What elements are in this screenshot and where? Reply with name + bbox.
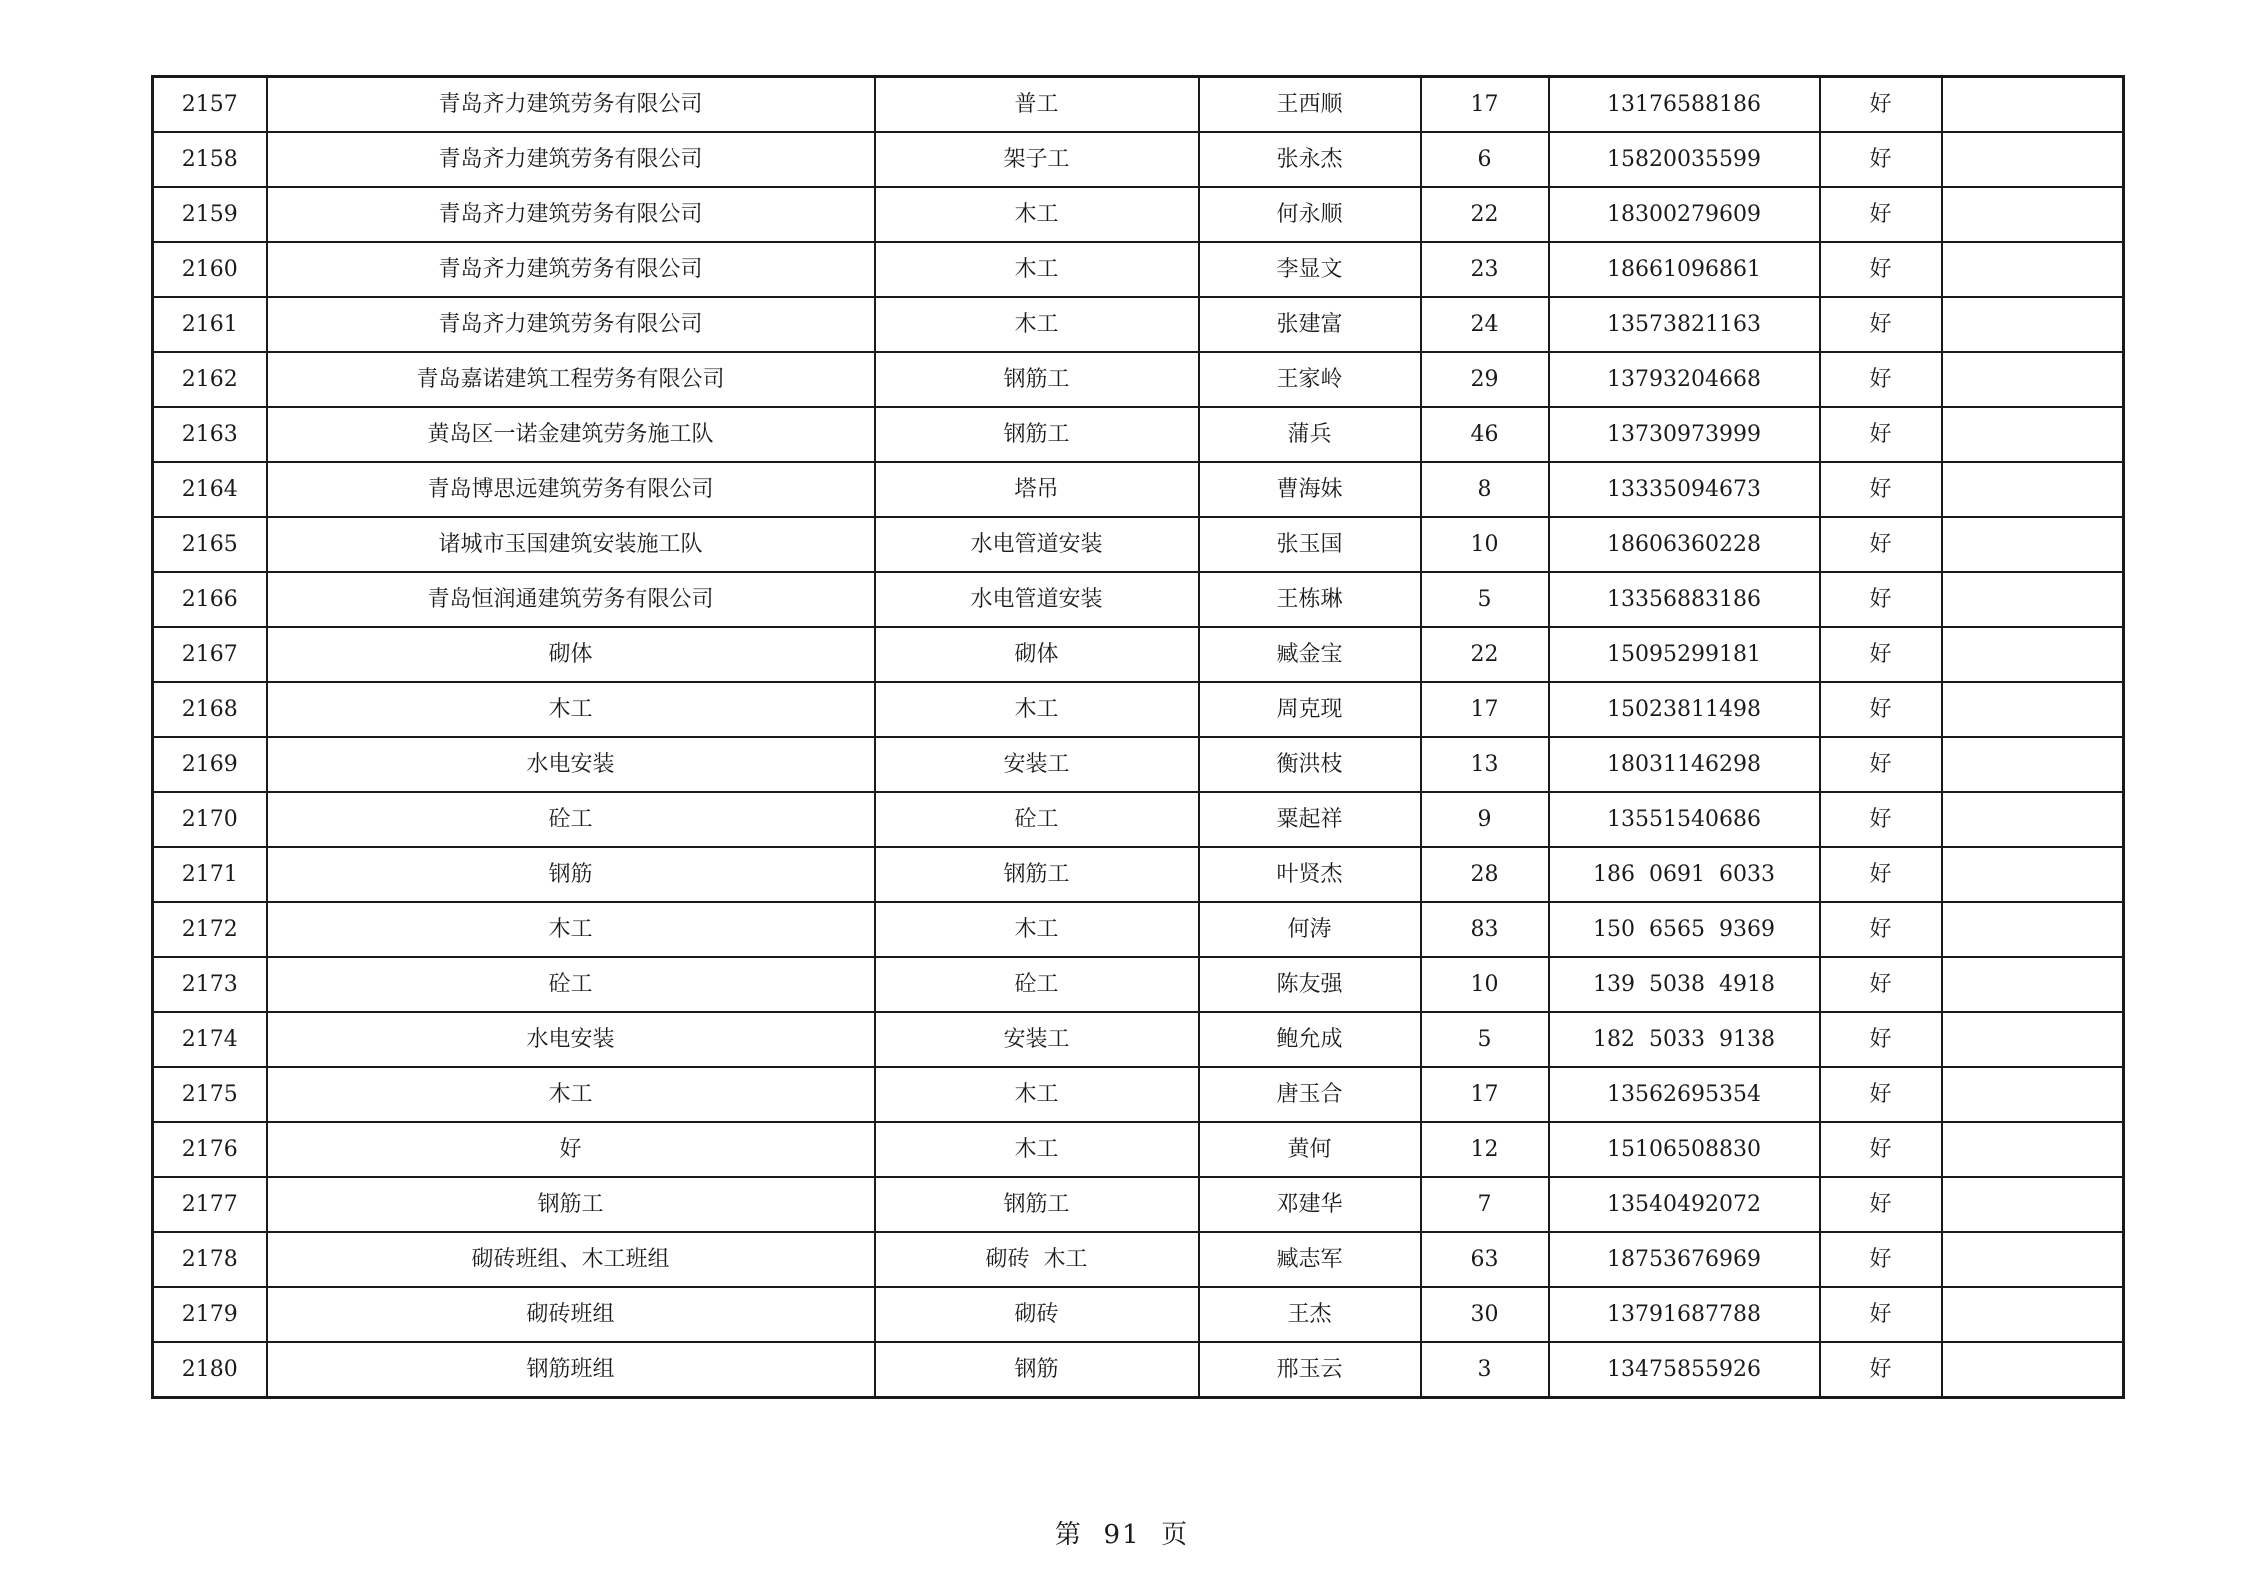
company-cell: 钢筋工 — [267, 1177, 875, 1232]
company-cell: 砌砖班组、木工班组 — [267, 1232, 875, 1287]
row-number-cell: 2171 — [153, 847, 267, 902]
evaluation-cell: 好 — [1820, 517, 1942, 572]
worker-count-cell: 23 — [1421, 242, 1549, 297]
worker-count-cell: 22 — [1421, 627, 1549, 682]
team-leader-cell: 王西顺 — [1199, 77, 1421, 133]
remarks-cell — [1942, 77, 2124, 133]
team-leader-cell: 陈友强 — [1199, 957, 1421, 1012]
phone-cell: 13562695354 — [1549, 1067, 1820, 1122]
company-cell: 砼工 — [267, 957, 875, 1012]
remarks-cell — [1942, 407, 2124, 462]
company-cell: 木工 — [267, 902, 875, 957]
table-row — [153, 1177, 2124, 1232]
evaluation-cell: 好 — [1820, 572, 1942, 627]
table-row — [153, 957, 2124, 1012]
remarks-cell — [1942, 682, 2124, 737]
remarks-cell — [1942, 187, 2124, 242]
trade-cell: 钢筋工 — [875, 1177, 1199, 1232]
trade-cell: 砌砖 木工 — [875, 1232, 1199, 1287]
phone-cell: 182 5033 9138 — [1549, 1012, 1820, 1067]
row-number-cell: 2170 — [153, 792, 267, 847]
row-number-cell: 2157 — [153, 77, 267, 133]
remarks-cell — [1942, 462, 2124, 517]
remarks-cell — [1942, 1177, 2124, 1232]
team-leader-cell: 黄何 — [1199, 1122, 1421, 1177]
remarks-cell — [1942, 1232, 2124, 1287]
worker-count-cell: 7 — [1421, 1177, 1549, 1232]
phone-cell: 13356883186 — [1549, 572, 1820, 627]
company-cell: 黄岛区一诺金建筑劳务施工队 — [267, 407, 875, 462]
table-row — [153, 242, 2124, 297]
remarks-cell — [1942, 132, 2124, 187]
phone-cell: 13475855926 — [1549, 1342, 1820, 1398]
remarks-cell — [1942, 1287, 2124, 1342]
evaluation-cell: 好 — [1820, 297, 1942, 352]
remarks-cell — [1942, 1342, 2124, 1398]
row-number-cell: 2162 — [153, 352, 267, 407]
evaluation-cell: 好 — [1820, 132, 1942, 187]
worker-count-cell: 46 — [1421, 407, 1549, 462]
remarks-cell — [1942, 1012, 2124, 1067]
worker-count-cell: 24 — [1421, 297, 1549, 352]
worker-count-cell: 63 — [1421, 1232, 1549, 1287]
phone-cell: 18661096861 — [1549, 242, 1820, 297]
phone-cell: 15095299181 — [1549, 627, 1820, 682]
worker-count-cell: 10 — [1421, 957, 1549, 1012]
team-leader-cell: 叶贤杰 — [1199, 847, 1421, 902]
row-number-cell: 2168 — [153, 682, 267, 737]
table-row — [153, 737, 2124, 792]
team-leader-cell: 邢玉云 — [1199, 1342, 1421, 1398]
row-number-cell: 2175 — [153, 1067, 267, 1122]
evaluation-cell: 好 — [1820, 957, 1942, 1012]
trade-cell: 木工 — [875, 902, 1199, 957]
team-leader-cell: 王杰 — [1199, 1287, 1421, 1342]
phone-cell: 150 6565 9369 — [1549, 902, 1820, 957]
company-cell: 水电安装 — [267, 1012, 875, 1067]
remarks-cell — [1942, 242, 2124, 297]
evaluation-cell: 好 — [1820, 902, 1942, 957]
phone-cell: 15023811498 — [1549, 682, 1820, 737]
evaluation-cell: 好 — [1820, 1177, 1942, 1232]
row-number-cell: 2165 — [153, 517, 267, 572]
table-row — [153, 297, 2124, 352]
phone-cell: 13551540686 — [1549, 792, 1820, 847]
team-leader-cell: 王家岭 — [1199, 352, 1421, 407]
phone-cell: 13176588186 — [1549, 77, 1820, 133]
team-leader-cell: 臧志军 — [1199, 1232, 1421, 1287]
worker-count-cell: 8 — [1421, 462, 1549, 517]
evaluation-cell: 好 — [1820, 77, 1942, 133]
company-cell: 钢筋班组 — [267, 1342, 875, 1398]
row-number-cell: 2163 — [153, 407, 267, 462]
phone-cell: 18606360228 — [1549, 517, 1820, 572]
row-number-cell: 2166 — [153, 572, 267, 627]
remarks-cell — [1942, 957, 2124, 1012]
phone-cell: 139 5038 4918 — [1549, 957, 1820, 1012]
remarks-cell — [1942, 902, 2124, 957]
trade-cell: 木工 — [875, 1067, 1199, 1122]
evaluation-cell: 好 — [1820, 737, 1942, 792]
evaluation-cell: 好 — [1820, 242, 1942, 297]
row-number-cell: 2178 — [153, 1232, 267, 1287]
table-row — [153, 1287, 2124, 1342]
table-row — [153, 517, 2124, 572]
table-row — [153, 682, 2124, 737]
trade-cell: 木工 — [875, 242, 1199, 297]
table-row — [153, 132, 2124, 187]
trade-cell: 砌体 — [875, 627, 1199, 682]
row-number-cell: 2167 — [153, 627, 267, 682]
phone-cell: 13793204668 — [1549, 352, 1820, 407]
remarks-cell — [1942, 627, 2124, 682]
team-leader-cell: 张玉国 — [1199, 517, 1421, 572]
worker-count-cell: 29 — [1421, 352, 1549, 407]
worker-count-cell: 12 — [1421, 1122, 1549, 1177]
company-cell: 木工 — [267, 1067, 875, 1122]
phone-cell: 186 0691 6033 — [1549, 847, 1820, 902]
evaluation-cell: 好 — [1820, 187, 1942, 242]
team-leader-cell: 邓建华 — [1199, 1177, 1421, 1232]
table-row — [153, 1012, 2124, 1067]
row-number-cell: 2159 — [153, 187, 267, 242]
row-number-cell: 2164 — [153, 462, 267, 517]
table-row — [153, 1122, 2124, 1177]
row-number-cell: 2172 — [153, 902, 267, 957]
remarks-cell — [1942, 352, 2124, 407]
company-cell: 诸城市玉国建筑安装施工队 — [267, 517, 875, 572]
table-row — [153, 187, 2124, 242]
team-leader-cell: 臧金宝 — [1199, 627, 1421, 682]
evaluation-cell: 好 — [1820, 462, 1942, 517]
worker-count-cell: 28 — [1421, 847, 1549, 902]
remarks-cell — [1942, 792, 2124, 847]
trade-cell: 砌砖 — [875, 1287, 1199, 1342]
row-number-cell: 2176 — [153, 1122, 267, 1177]
evaluation-cell: 好 — [1820, 1122, 1942, 1177]
trade-cell: 砼工 — [875, 792, 1199, 847]
evaluation-cell: 好 — [1820, 352, 1942, 407]
company-cell: 钢筋 — [267, 847, 875, 902]
trade-cell: 水电管道安装 — [875, 517, 1199, 572]
phone-cell: 13730973999 — [1549, 407, 1820, 462]
row-number-cell: 2179 — [153, 1287, 267, 1342]
trade-cell: 木工 — [875, 1122, 1199, 1177]
worker-count-cell: 3 — [1421, 1342, 1549, 1398]
worker-count-cell: 9 — [1421, 792, 1549, 847]
worker-count-cell: 6 — [1421, 132, 1549, 187]
company-cell: 青岛嘉诺建筑工程劳务有限公司 — [267, 352, 875, 407]
company-cell: 木工 — [267, 682, 875, 737]
trade-cell: 架子工 — [875, 132, 1199, 187]
team-leader-cell: 张建富 — [1199, 297, 1421, 352]
phone-cell: 13540492072 — [1549, 1177, 1820, 1232]
trade-cell: 塔吊 — [875, 462, 1199, 517]
trade-cell: 水电管道安装 — [875, 572, 1199, 627]
team-leader-cell: 何涛 — [1199, 902, 1421, 957]
team-leader-cell: 张永杰 — [1199, 132, 1421, 187]
row-number-cell: 2173 — [153, 957, 267, 1012]
team-leader-cell: 何永顺 — [1199, 187, 1421, 242]
remarks-cell — [1942, 847, 2124, 902]
table-row — [153, 847, 2124, 902]
evaluation-cell: 好 — [1820, 627, 1942, 682]
table-row — [153, 1232, 2124, 1287]
evaluation-cell: 好 — [1820, 1232, 1942, 1287]
table-row — [153, 407, 2124, 462]
row-number-cell: 2177 — [153, 1177, 267, 1232]
evaluation-cell: 好 — [1820, 1012, 1942, 1067]
roster-table — [151, 75, 2125, 1399]
trade-cell: 砼工 — [875, 957, 1199, 1012]
trade-cell: 木工 — [875, 297, 1199, 352]
trade-cell: 钢筋 — [875, 1342, 1199, 1398]
row-number-cell: 2161 — [153, 297, 267, 352]
evaluation-cell: 好 — [1820, 1287, 1942, 1342]
team-leader-cell: 鲍允成 — [1199, 1012, 1421, 1067]
team-leader-cell: 粟起祥 — [1199, 792, 1421, 847]
trade-cell: 木工 — [875, 187, 1199, 242]
team-leader-cell: 蒲兵 — [1199, 407, 1421, 462]
phone-cell: 13791687788 — [1549, 1287, 1820, 1342]
team-leader-cell: 衡洪枝 — [1199, 737, 1421, 792]
company-cell: 青岛齐力建筑劳务有限公司 — [267, 132, 875, 187]
evaluation-cell: 好 — [1820, 847, 1942, 902]
company-cell: 青岛齐力建筑劳务有限公司 — [267, 187, 875, 242]
team-leader-cell: 周克现 — [1199, 682, 1421, 737]
trade-cell: 普工 — [875, 77, 1199, 133]
remarks-cell — [1942, 297, 2124, 352]
table-row — [153, 462, 2124, 517]
evaluation-cell: 好 — [1820, 792, 1942, 847]
company-cell: 砌体 — [267, 627, 875, 682]
row-number-cell: 2180 — [153, 1342, 267, 1398]
remarks-cell — [1942, 1122, 2124, 1177]
worker-count-cell: 5 — [1421, 1012, 1549, 1067]
trade-cell: 木工 — [875, 682, 1199, 737]
company-cell: 砌砖班组 — [267, 1287, 875, 1342]
worker-count-cell: 13 — [1421, 737, 1549, 792]
worker-count-cell: 22 — [1421, 187, 1549, 242]
company-cell: 青岛齐力建筑劳务有限公司 — [267, 297, 875, 352]
phone-cell: 13573821163 — [1549, 297, 1820, 352]
roster-body — [153, 77, 2124, 1398]
trade-cell: 钢筋工 — [875, 352, 1199, 407]
table-row — [153, 792, 2124, 847]
remarks-cell — [1942, 737, 2124, 792]
table-row — [153, 902, 2124, 957]
worker-count-cell: 10 — [1421, 517, 1549, 572]
table-row — [153, 572, 2124, 627]
table-row — [153, 77, 2124, 133]
worker-count-cell: 5 — [1421, 572, 1549, 627]
worker-count-cell: 30 — [1421, 1287, 1549, 1342]
worker-count-cell: 83 — [1421, 902, 1549, 957]
row-number-cell: 2169 — [153, 737, 267, 792]
company-cell: 青岛齐力建筑劳务有限公司 — [267, 77, 875, 133]
table-row — [153, 352, 2124, 407]
table-row — [153, 627, 2124, 682]
remarks-cell — [1942, 1067, 2124, 1122]
evaluation-cell: 好 — [1820, 407, 1942, 462]
company-cell: 好 — [267, 1122, 875, 1177]
phone-cell: 15820035599 — [1549, 132, 1820, 187]
evaluation-cell: 好 — [1820, 1342, 1942, 1398]
trade-cell: 安装工 — [875, 1012, 1199, 1067]
worker-count-cell: 17 — [1421, 682, 1549, 737]
row-number-cell: 2160 — [153, 242, 267, 297]
row-number-cell: 2174 — [153, 1012, 267, 1067]
remarks-cell — [1942, 572, 2124, 627]
worker-count-cell: 17 — [1421, 1067, 1549, 1122]
trade-cell: 安装工 — [875, 737, 1199, 792]
page-number: 第 91 页 — [1054, 1520, 1190, 1550]
phone-cell: 18300279609 — [1549, 187, 1820, 242]
remarks-cell — [1942, 517, 2124, 572]
phone-cell: 18031146298 — [1549, 737, 1820, 792]
company-cell: 青岛齐力建筑劳务有限公司 — [267, 242, 875, 297]
team-leader-cell: 王栋琳 — [1199, 572, 1421, 627]
team-leader-cell: 唐玉合 — [1199, 1067, 1421, 1122]
row-number-cell: 2158 — [153, 132, 267, 187]
evaluation-cell: 好 — [1820, 682, 1942, 737]
phone-cell: 13335094673 — [1549, 462, 1820, 517]
table-row — [153, 1067, 2124, 1122]
company-cell: 砼工 — [267, 792, 875, 847]
worker-count-cell: 17 — [1421, 77, 1549, 133]
company-cell: 青岛博思远建筑劳务有限公司 — [267, 462, 875, 517]
trade-cell: 钢筋工 — [875, 847, 1199, 902]
company-cell: 青岛恒润通建筑劳务有限公司 — [267, 572, 875, 627]
company-cell: 水电安装 — [267, 737, 875, 792]
phone-cell: 18753676969 — [1549, 1232, 1820, 1287]
trade-cell: 钢筋工 — [875, 407, 1199, 462]
team-leader-cell: 李显文 — [1199, 242, 1421, 297]
team-leader-cell: 曹海妹 — [1199, 462, 1421, 517]
evaluation-cell: 好 — [1820, 1067, 1942, 1122]
phone-cell: 15106508830 — [1549, 1122, 1820, 1177]
table-row — [153, 1342, 2124, 1398]
